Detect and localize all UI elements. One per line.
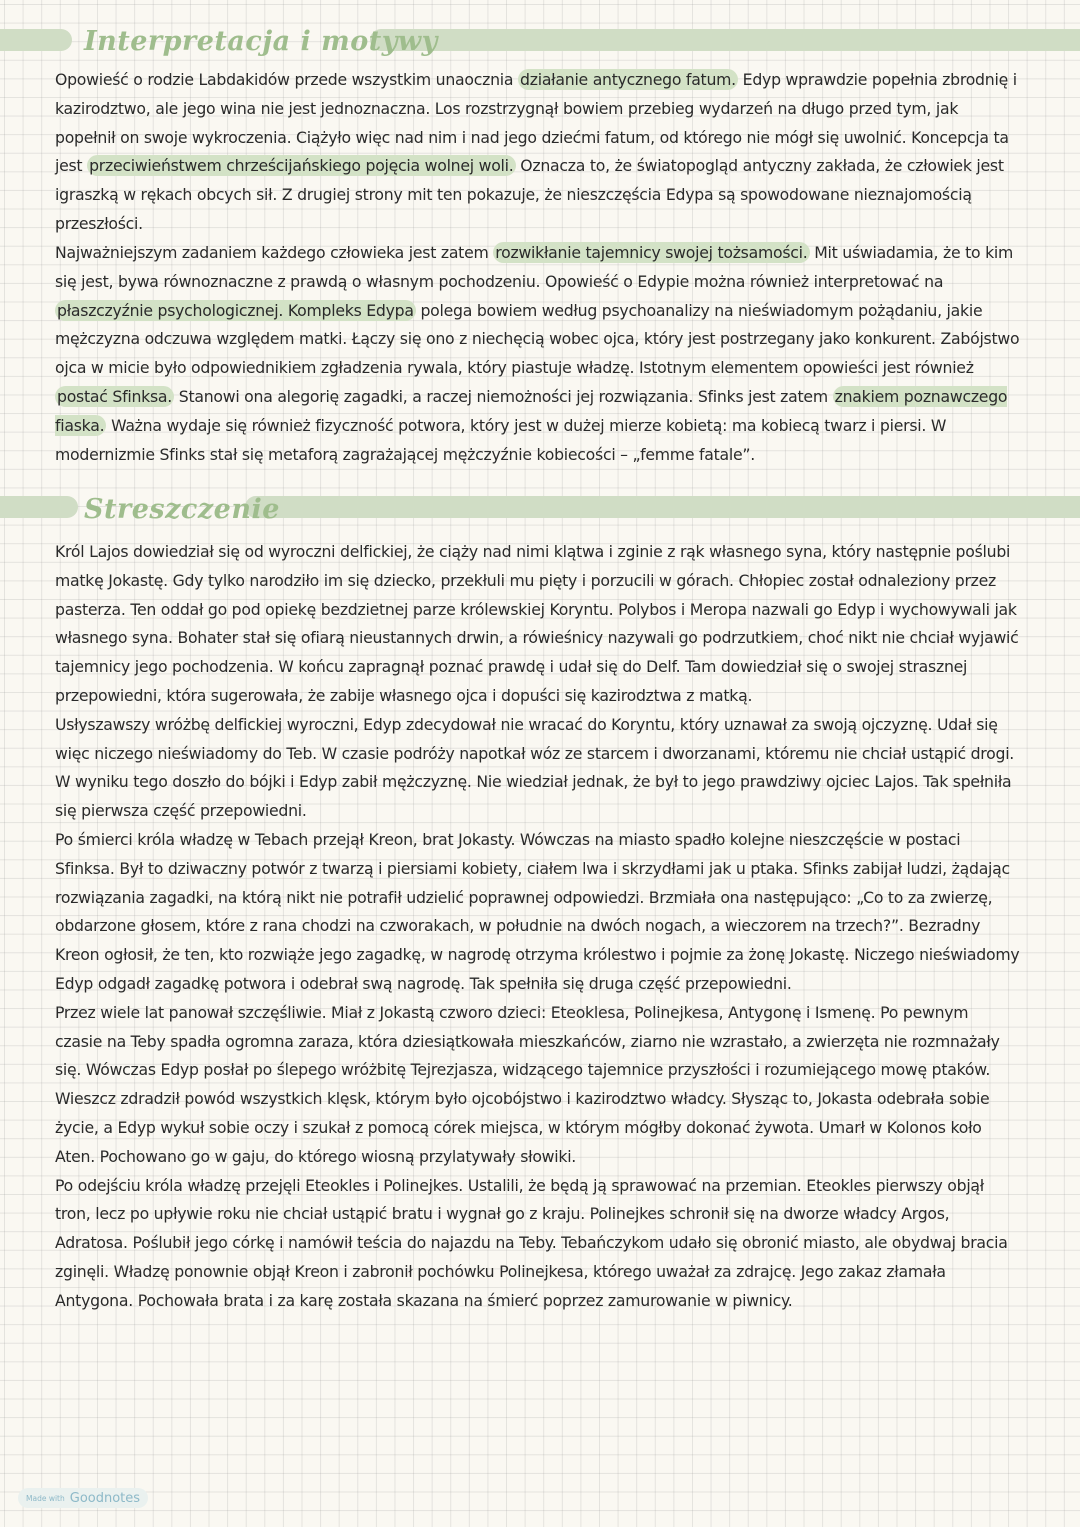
text-run: Opowieść o rodzie Labdakidów przede wszystkim unaocznia bbox=[55, 70, 519, 89]
text-run: Edyp wprawdzie popełnia zbrodnię i kazirodztwo, ale jego wina nie jest jednoznaczna. Los rozstrzygnął bowiem przebieg wydarzeń na długo przed tym, jak popełnił on swoje wykroczenia. Ciążyło więc nad nim i nad jego dziećmi fatum, od którego nie mógł się uwolnić. Koncepcja ta jest bbox=[55, 70, 1017, 176]
interpretation-paragraph-1 bbox=[55, 66, 1020, 239]
highlighted-phrase: przeciwieństwem chrześcijańskiego pojęcia wolnej woli. bbox=[89, 156, 514, 176]
heading-band-left bbox=[0, 29, 72, 51]
heading-band-left bbox=[0, 496, 78, 518]
heading-band-right bbox=[245, 496, 1080, 518]
interpretation-paragraph-2 bbox=[55, 239, 1020, 469]
highlighted-phrase: znakiem poznawczego fiaska. bbox=[55, 386, 1008, 435]
text-run: Mit uświadamia, że to kim się jest, bywa równoznaczne z prawdą o własnym pochodzeniu. Opowieść o Edypie można również interpretować na bbox=[55, 243, 1014, 291]
goodnotes-logo: Goodnotes bbox=[69, 1490, 141, 1506]
highlighted-phrase: rozwikłanie tajemnicy swojej tożsamości. bbox=[495, 243, 808, 262]
text-run: Stanowi ona alegorię zagadki, a raczej niemożności jej rozwiązania. Sfinks jest zatem bbox=[174, 386, 833, 406]
heading-band-right bbox=[370, 29, 1080, 51]
text-run: Ważna wydaje się również fizyczność potwora, który jest w dużej mierze kobietą: ma kobiecą twarz i piersi. W modernizmie Sfinks stał się metaforą zagrażającej mężczyźnie kobiecości – „femme fatale”. bbox=[55, 415, 947, 464]
text-run: polega bowiem według psychoanalizy na nieświadomym pożądaniu, jakie mężczyzna odczuwa względem matki. Łączy się ono z niechęcią wobec ojca, który jest postrzegany jako konkurent. Zabójstwo ojca w micie było odpowiednikiem zgładzenia rywala, który piastuje władzę. Istotnym elementem opowieści jest również bbox=[55, 300, 1020, 378]
interpretation-heading: Interpretacja i motywy bbox=[84, 26, 438, 57]
goodnotes-badge bbox=[18, 1488, 148, 1508]
highlighted-phrase: postać Sfinksa. bbox=[57, 386, 172, 406]
summary-heading: Streszczenie bbox=[84, 494, 280, 525]
highlighted-phrase: płaszczyźnie psychologicznej. Kompleks Edypa bbox=[57, 300, 414, 320]
made-with-label: Made with bbox=[26, 1493, 65, 1503]
text-run: Najważniejszym zadaniem każdego człowieka jest zatem bbox=[55, 243, 494, 262]
highlighted-phrase: działanie antycznego fatum. bbox=[520, 70, 736, 89]
text-run: Oznacza to, że światopogląd antyczny zakłada, że człowiek jest igraszką w rękach obcych sił. Z drugiej strony mit ten pokazuje, że nieszczęścia Edypa są spowodowane nieznajomością przeszłości. bbox=[55, 156, 1004, 233]
summary-text: Król Lajos dowiedział się od wyroczni delfickiej, że ciąży nad nimi klątwa i zginie z rąk własnego syna, który następnie poślubi matkę Jokastę. Gdy tylko narodziło im się dziecko, przekłuli mu pięty i porzucili w górach. Chłopiec został odnaleziony przez pasterza. Ten oddał go pod opiekę bezdzietnej parze królewskiej Koryntu. Polybos i Meropa nazwali go Edyp i wychowywali jak własnego syna. Bohater stał się ofiarą nieustannych drwin, a rówieśnicy nazywali go podrzutkiem, choć nikt nie chciał wyjawić tajemnicy jego pochodzenia. W końcu zapragnął poznać prawdę i udał się do Delf. Tam dowiedział się o swojej strasznej przepowiedni, która sugerowała, że zabije własnego ojca i dopuści się kazirodztwa z matką. Usłyszawszy wróżbę delfickiej wyroczni, Edyp zdecydował nie wracać do Koryntu, który uznawał za swoją ojczyznę. Udał się więc niczego nieświadomy do Teb. W czasie podróży napotkał wóz ze starcem i dworzanami, któremu nie chciał ustąpić drogi. W wyniku tego doszło do bójki i Edyp zabił mężczyznę. Nie wiedział jednak, że był to jego prawdziwy ojciec Lajos. Tak spełniła się pierwsza część przepowiedni. Po śmierci króla władzę w Tebach przejął Kreon, brat Jokasty. Wówczas na miasto spadło kolejne nieszczęście w postaci Sfinksa. Był to dziwaczny potwór z twarzą i piersiami kobiety, ciałem lwa i skrzydłami jak u ptaka. Sfinks zabijał ludzi, żądając rozwiązania zagadki, na którą nikt nie potrafił udzielić poprawnej odpowiedzi. Brzmiała ona następująco: „Co to za zwierzę, obdarzone głosem, które z rana chodzi na czworakach, w południe na dwóch nogach, a wieczorem na trzech?”. Bezradny Kreon ogłosił, że ten, kto rozwiąże jego zagadkę, w nagrodę otrzyma królestwo i pojmie za żonę Jokastę. Niczego nieświadomy Edyp odgadł zagadkę potwora i odebrał swą nagrodę. Tak spełniła się druga część przepowiedni. Przez wiele lat panował szczęśliwie. Miał z Jokastą czworo dzieci: Eteoklesa, Polinejkesa, Antygonę i Ismenę. Po pewnym czasie na Teby spadła ogromna zaraza, która dziesiątkowała mieszkańców, ziarno nie wzrastało, a zwierzęta nie rozmnażały się. Wówczas Edyp posłał po ślepego wróżbitę Tejrezjasza, widzącego tajemnice przyszłości i rozumiejącego mowę ptaków. Wieszcz zdradził powód wszystkich klęsk, którym było ojcobójstwo i kazirodztwo władcy. Słysząc to, Jokasta odebrała sobie życie, a Edyp wykuł sobie oczy i szukał z pomocą córek miejsca, w którym mógłby dokonać żywota. Umarł w Kolonos koło Aten. Pochowano go w gaju, do którego wiosną przylatywały słowiki. Po odejściu króla władzę przejęli Eteokles i Polinejkes. Ustalili, że będą ją sprawować na przemian. Eteokles pierwszy objął tron, lecz po upływie roku nie chciał ustąpić bratu i wygnał go z kraju. Polinejkes schronił się na dworze władcy Argos, Adratosa. Poślubił jego córkę i namówił teścia do najazdu na Teby. Tebańczykom udało się obronić miasto, ale obydwaj bracia zginęli. Władzę ponownie objął Kreon i zabronił pochówku Polinejkesa, którego uważał za zdrajcę. Jego zakaz złamała Antygona. Pochowała brata i za karę została skazana na śmierć poprzez zamurowanie w piwnicy. bbox=[55, 542, 1020, 1310]
